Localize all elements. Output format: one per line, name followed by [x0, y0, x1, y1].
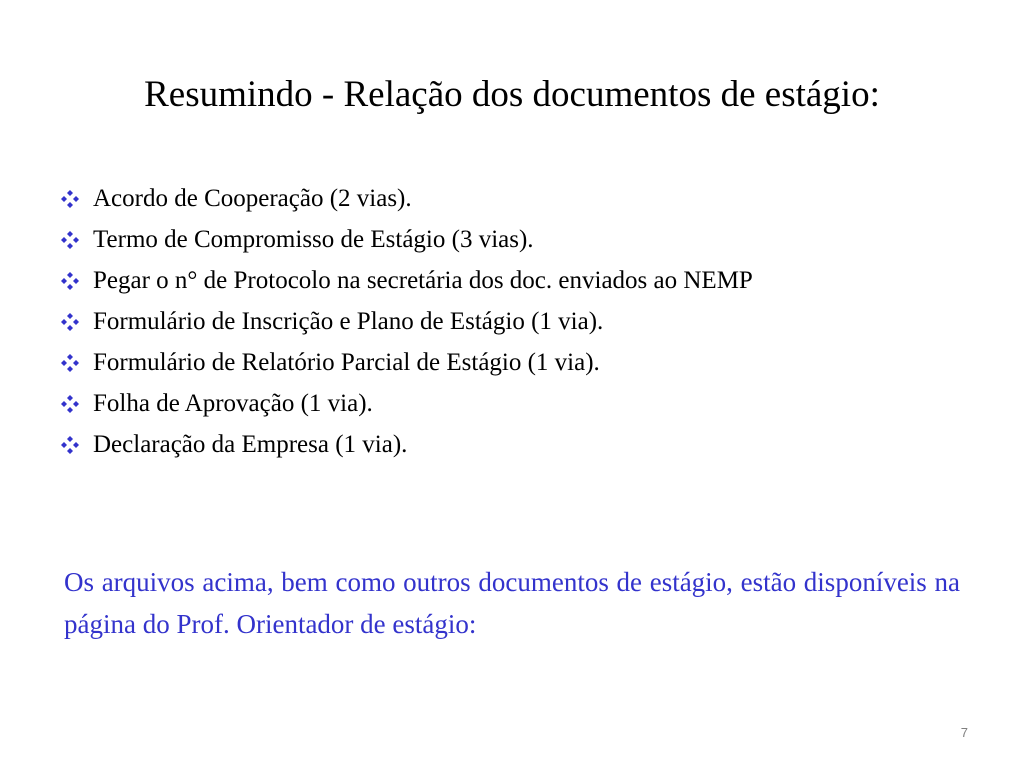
- four-diamond-bullet-icon: [60, 189, 93, 209]
- list-item: [60, 301, 753, 342]
- list-item-label: Acordo de Cooperação (2 vias).: [93, 185, 412, 212]
- four-diamond-bullet-icon: [60, 394, 93, 414]
- four-diamond-bullet-icon: [60, 271, 93, 291]
- list-item: [60, 178, 753, 219]
- four-diamond-bullet-icon: [60, 312, 93, 332]
- list-item-label: Formulário de Relatório Parcial de Estágio (1 via).: [93, 349, 600, 376]
- list-item: [60, 219, 753, 260]
- list-item-label: Termo de Compromisso de Estágio (3 vias).: [93, 226, 534, 253]
- list-item-label: Pegar o n° de Protocolo na secretária dos doc. enviados ao NEMP: [93, 267, 753, 294]
- document-list: [60, 178, 753, 465]
- list-item: [60, 342, 753, 383]
- four-diamond-bullet-icon: [60, 435, 93, 455]
- four-diamond-bullet-icon: [60, 230, 93, 250]
- list-item-label: Folha de Aprovação (1 via).: [93, 390, 373, 417]
- files-note: Os arquivos acima, bem como outros documentos de estágio, estão disponíveis na página do Prof. Orientador de estágio:: [64, 567, 960, 639]
- list-item-label: Declaração da Empresa (1 via).: [93, 431, 408, 458]
- list-item: [60, 383, 753, 424]
- list-item: [60, 424, 753, 465]
- slide-number: 7: [960, 725, 968, 740]
- list-item-label: Formulário de Inscrição e Plano de Estágio (1 via).: [93, 308, 604, 335]
- four-diamond-bullet-icon: [60, 353, 93, 373]
- slide-title: Resumindo - Relação dos documentos de estágio:: [144, 74, 880, 115]
- list-item: [60, 260, 753, 301]
